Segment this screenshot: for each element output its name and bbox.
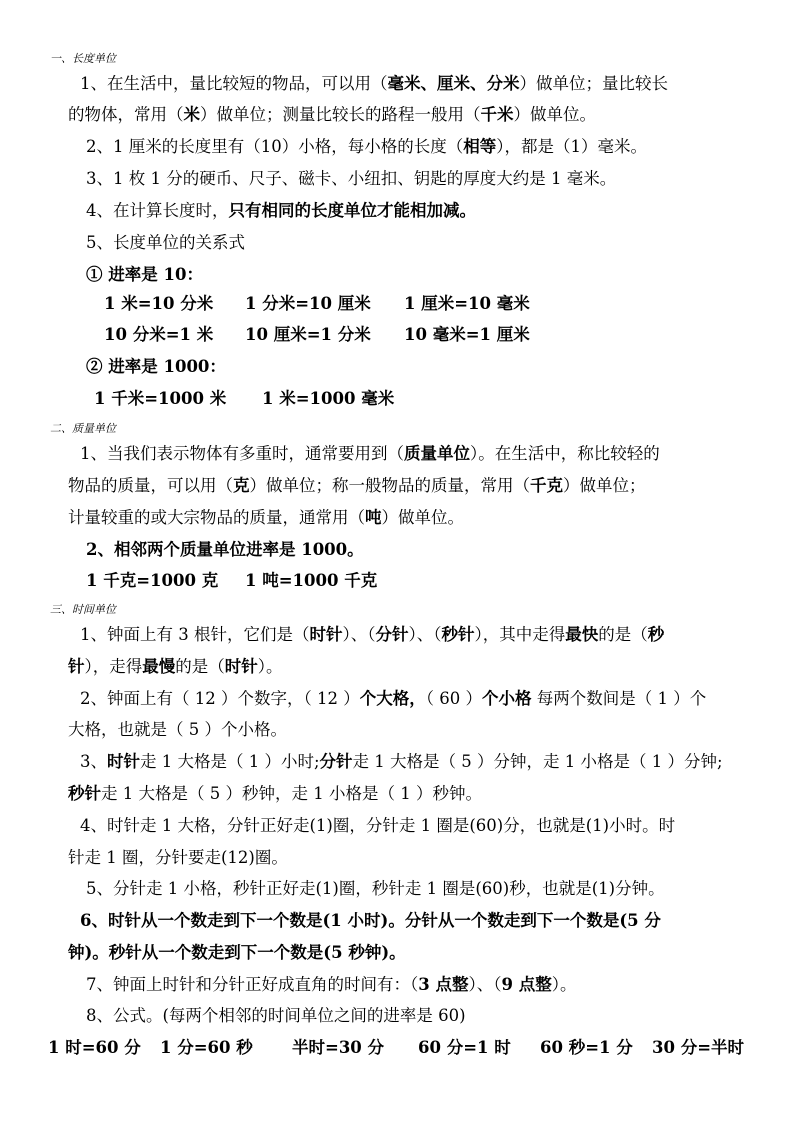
mass-paragraph-1-line-2: 物品的质量，可以用（克）做单位；称一般物品的质量，常用（千克）做单位； (68, 476, 646, 495)
length-paragraph-1-line-1: 1、在生活中，量比较短的物品，可以用（毫米、厘米、分米）做单位；量比较长 (80, 74, 668, 93)
time-paragraph-6-line-1: 6、时针从一个数走到下一个数是(1 小时)。分针从一个数走到下一个数是(5 分 (80, 911, 661, 930)
time-paragraph-2-line-1: 2、钟面上有（ 12 ）个数字，（ 12 ）个大格，（ 60 ）个小格 每两个数间是（ 1 ）个 (80, 689, 707, 708)
time-formula: 半时=30 分 (292, 1038, 385, 1057)
length-formula: 1 米=1000 毫米 (262, 389, 395, 408)
time-formula: 60 秒=1 分 (540, 1038, 633, 1057)
length-formula: 1 厘米=10 毫米 (404, 294, 530, 313)
time-paragraph-3-line-2: 秒针走 1 大格是（ 5 ）秒钟，走 1 小格是（ 1 ）秒钟。 (68, 784, 482, 803)
length-formula: 10 分米=1 米 (104, 325, 214, 344)
length-formula: 1 分米=10 厘米 (245, 294, 371, 313)
mass-paragraph-1-line-3: 计量较重的或大宗物品的质量，通常用（吨）做单位。 (68, 508, 464, 527)
mass-paragraph-1-line-1: 1、当我们表示物体有多重时，通常要用到（质量单位）。在生活中，称比较轻的 (80, 444, 660, 463)
time-paragraph-4-line-2: 针走 1 圈，分针要走(12)圈。 (68, 848, 288, 867)
length-paragraph-1-line-2: 的物体，常用（米）做单位；测量比较长的路程一般用（千米）做单位。 (68, 105, 596, 124)
length-paragraph-5: 5、长度单位的关系式 (86, 233, 245, 252)
length-formula: 1 千米=1000 米 (94, 389, 227, 408)
time-paragraph-7: 7、钟面上时针和分针正好成直角的时间有：（3 点整）、（9 点整）。 (86, 975, 577, 994)
length-formula: 10 毫米=1 厘米 (404, 325, 530, 344)
time-paragraph-2-line-2: 大格，也就是（ 5 ）个小格。 (68, 720, 287, 739)
length-rate-1000-title: ② 进率是 1000： (86, 357, 226, 376)
section-heading-mass: 二、质量单位 (50, 422, 116, 435)
time-paragraph-1-line-1: 1、钟面上有 3 根针，它们是（时针）、（分针）、（秒针），其中走得最快的是（秒 (80, 625, 665, 644)
section-heading-time: 三、时间单位 (50, 603, 116, 616)
length-rate-10-title: ① 进率是 10： (86, 265, 203, 284)
time-paragraph-5: 5、分针走 1 小格，秒针正好走(1)圈，秒针走 1 圈是(60)秒，也就是(1)分钟。 (86, 879, 665, 898)
length-formula: 10 厘米=1 分米 (245, 325, 371, 344)
mass-formula: 1 吨=1000 千克 (245, 571, 378, 590)
mass-formula: 1 千克=1000 克 (86, 571, 219, 590)
time-formula: 30 分=半时 (652, 1038, 745, 1057)
mass-paragraph-2: 2、相邻两个质量单位进率是 1000。 (86, 540, 364, 559)
length-formula: 1 米=10 分米 (104, 294, 214, 313)
section-heading-length: 一、长度单位 (50, 52, 116, 65)
length-paragraph-4: 4、在计算长度时，只有相同的长度单位才能相加减。 (86, 201, 476, 220)
time-paragraph-8: 8、公式。(每两个相邻的时间单位之间的进率是 60) (86, 1006, 466, 1025)
time-paragraph-1-line-2: 针），走得最慢的是（时针）。 (68, 657, 283, 676)
time-formula: 60 分=1 时 (418, 1038, 511, 1057)
time-formula: 1 时=60 分 (48, 1038, 141, 1057)
length-paragraph-3: 3、1 枚 1 分的硬币、尺子、磁卡、小纽扣、钥匙的厚度大约是 1 毫米。 (86, 169, 617, 188)
time-paragraph-4-line-1: 4、时针走 1 大格，分针正好走(1)圈，分针走 1 圈是(60)分，也就是(1)小时。时 (80, 816, 676, 835)
length-paragraph-2: 2、1 厘米的长度里有（10）小格，每小格的长度（相等），都是（1）毫米。 (86, 137, 647, 156)
time-paragraph-3-line-1: 3、时针走 1 大格是（ 1 ）小时;分针走 1 大格是（ 5 ）分钟，走 1 小格是（ 1 ）分钟; (80, 752, 723, 771)
time-paragraph-6-line-2: 钟)。秒针从一个数走到下一个数是(5 秒钟)。 (68, 943, 406, 962)
time-formula: 1 分=60 秒 (160, 1038, 253, 1057)
